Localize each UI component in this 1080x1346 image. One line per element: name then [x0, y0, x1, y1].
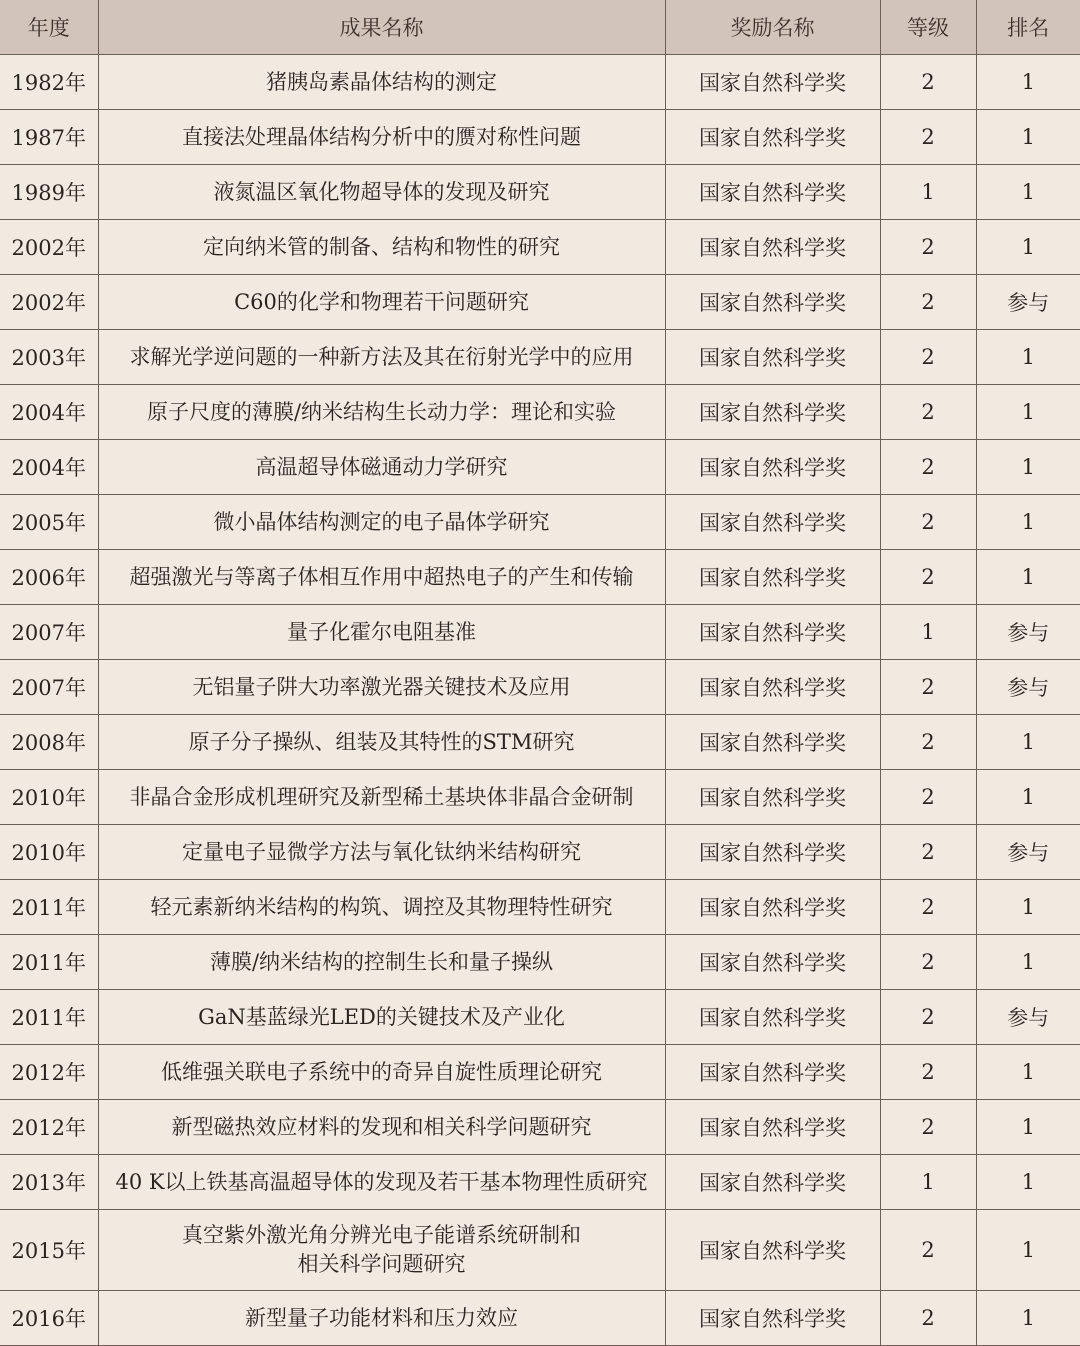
cell-award-name: 国家自然科学奖: [665, 770, 880, 825]
table-row: [0, 1100, 1080, 1155]
cell-level: 2: [880, 990, 976, 1045]
cell-year: 1982年: [0, 55, 98, 110]
cell-rank: 1: [976, 330, 1080, 385]
cell-award-name: 国家自然科学奖: [665, 495, 880, 550]
cell-level: 2: [880, 1100, 976, 1155]
achievement-name-line: 原子尺度的薄膜/纳米结构生长动力学：理论和实验: [146, 399, 617, 424]
cell-level: 2: [880, 770, 976, 825]
cell-level: 2: [880, 880, 976, 935]
cell-award-name: 国家自然科学奖: [665, 220, 880, 275]
cell-award-name: 国家自然科学奖: [665, 330, 880, 385]
table-row: [0, 550, 1080, 605]
cell-award-name: 国家自然科学奖: [665, 715, 880, 770]
cell-level: 1: [880, 605, 976, 660]
achievement-name-line: 非晶合金形成机理研究及新型稀土基块体非晶合金研制: [129, 784, 634, 809]
cell-rank: 1: [976, 220, 1080, 275]
cell-year: 2011年: [0, 990, 98, 1045]
cell-rank: 1: [976, 385, 1080, 440]
achievement-name-line: 新型磁热效应材料的发现和相关科学问题研究: [171, 1114, 592, 1139]
cell-level: 2: [880, 550, 976, 605]
table-row: [0, 935, 1080, 990]
cell-rank: 1: [976, 110, 1080, 165]
cell-year: 2013年: [0, 1155, 98, 1210]
cell-award-name: 国家自然科学奖: [665, 1155, 880, 1210]
table-row: [0, 1291, 1080, 1346]
cell-award-name: 国家自然科学奖: [665, 1100, 880, 1155]
table-row: [0, 605, 1080, 660]
cell-award-name: 国家自然科学奖: [665, 990, 880, 1045]
header-achievement-name: 成果名称: [98, 0, 665, 55]
header-award-name: 奖励名称: [665, 0, 880, 55]
table-row: [0, 770, 1080, 825]
table-header: [0, 0, 1080, 55]
cell-rank: 1: [976, 1210, 1080, 1291]
cell-year: 2006年: [0, 550, 98, 605]
cell-achievement-name: [98, 330, 665, 385]
cell-year: 2004年: [0, 440, 98, 495]
cell-level: 2: [880, 715, 976, 770]
cell-level: 2: [880, 495, 976, 550]
cell-level: 2: [880, 1210, 976, 1291]
table-row: [0, 440, 1080, 495]
cell-level: 2: [880, 330, 976, 385]
cell-level: 2: [880, 440, 976, 495]
cell-year: 2008年: [0, 715, 98, 770]
cell-achievement-name: [98, 1045, 665, 1100]
cell-level: 2: [880, 385, 976, 440]
cell-award-name: 国家自然科学奖: [665, 55, 880, 110]
achievement-name-line: 求解光学逆问题的一种新方法及其在衍射光学中的应用: [129, 344, 634, 369]
table-row: [0, 1155, 1080, 1210]
cell-award-name: 国家自然科学奖: [665, 165, 880, 220]
cell-year: 2003年: [0, 330, 98, 385]
cell-level: 2: [880, 220, 976, 275]
table-row: [0, 110, 1080, 165]
cell-rank: 1: [976, 495, 1080, 550]
cell-year: 2002年: [0, 275, 98, 330]
cell-rank: 1: [976, 550, 1080, 605]
achievement-name-line: 相关科学问题研究: [297, 1252, 466, 1276]
cell-award-name: 国家自然科学奖: [665, 110, 880, 165]
cell-level: 2: [880, 825, 976, 880]
table-row: [0, 55, 1080, 110]
cell-achievement-name: [98, 1210, 665, 1291]
cell-year: 2007年: [0, 660, 98, 715]
table-row: [0, 330, 1080, 385]
cell-year: 2011年: [0, 935, 98, 990]
cell-rank: 1: [976, 1155, 1080, 1210]
achievement-name-line: 原子分子操纵、组装及其特性的STM研究: [188, 729, 575, 754]
achievement-name-line: 新型量子功能材料和压力效应: [245, 1305, 518, 1330]
cell-year: 1989年: [0, 165, 98, 220]
achievement-name-line: 40 K以上铁基高温超导体的发现及若干基本物理性质研究: [115, 1169, 648, 1194]
table-row: [0, 385, 1080, 440]
cell-rank: 1: [976, 935, 1080, 990]
cell-achievement-name: [98, 495, 665, 550]
cell-award-name: 国家自然科学奖: [665, 1210, 880, 1291]
header-rank: 排名: [976, 0, 1080, 55]
cell-rank: 1: [976, 165, 1080, 220]
table-row: [0, 880, 1080, 935]
cell-level: 2: [880, 1045, 976, 1100]
table-row: [0, 220, 1080, 275]
cell-award-name: 国家自然科学奖: [665, 935, 880, 990]
cell-rank: 参与: [976, 825, 1080, 880]
cell-rank: 1: [976, 770, 1080, 825]
cell-achievement-name: [98, 550, 665, 605]
achievement-name-line: 微小晶体结构测定的电子晶体学研究: [213, 509, 550, 534]
achievement-name-line: 低维强关联电子系统中的奇异自旋性质理论研究: [161, 1059, 602, 1084]
achievement-name-line: 真空紫外激光角分辨光电子能谱系统研制和: [182, 1223, 581, 1247]
cell-achievement-name: [98, 935, 665, 990]
achievement-name-line: 直接法处理晶体结构分析中的赝对称性问题: [182, 124, 581, 149]
achievement-name-line: 轻元素新纳米结构的构筑、调控及其物理特性研究: [150, 894, 613, 919]
cell-year: 2005年: [0, 495, 98, 550]
cell-year: 2007年: [0, 605, 98, 660]
header-year: 年度: [0, 0, 98, 55]
table-body: [0, 55, 1080, 1346]
achievement-name-line: 无铝量子阱大功率激光器关键技术及应用: [192, 674, 571, 699]
cell-rank: 参与: [976, 275, 1080, 330]
cell-award-name: 国家自然科学奖: [665, 605, 880, 660]
cell-achievement-name: [98, 110, 665, 165]
achievement-name-line: 超强激光与等离子体相互作用中超热电子的产生和传输: [129, 564, 634, 589]
cell-award-name: 国家自然科学奖: [665, 550, 880, 605]
cell-year: 2016年: [0, 1291, 98, 1346]
cell-level: 1: [880, 1155, 976, 1210]
cell-achievement-name: [98, 825, 665, 880]
achievement-name-line: GaN基蓝绿光LED的关键技术及产业化: [198, 1004, 565, 1029]
cell-year: 2010年: [0, 825, 98, 880]
table-row: [0, 1045, 1080, 1100]
table-row: [0, 165, 1080, 220]
cell-award-name: 国家自然科学奖: [665, 1291, 880, 1346]
cell-rank: 参与: [976, 990, 1080, 1045]
table-row: [0, 990, 1080, 1045]
cell-award-name: 国家自然科学奖: [665, 1045, 880, 1100]
table-row: [0, 275, 1080, 330]
cell-year: 2015年: [0, 1210, 98, 1291]
cell-achievement-name: [98, 55, 665, 110]
cell-level: 2: [880, 55, 976, 110]
cell-achievement-name: [98, 770, 665, 825]
achievement-name-line: C60的化学和物理若干问题研究: [234, 289, 529, 314]
cell-rank: 1: [976, 715, 1080, 770]
cell-achievement-name: [98, 1100, 665, 1155]
achievement-name-line: 液氮温区氧化物超导体的发现及研究: [213, 179, 550, 204]
table-row: [0, 660, 1080, 715]
cell-year: 2010年: [0, 770, 98, 825]
cell-year: 2004年: [0, 385, 98, 440]
achievement-name-line: 猪胰岛素晶体结构的测定: [266, 69, 497, 94]
achievement-name-line: 量子化霍尔电阻基准: [287, 619, 476, 644]
cell-achievement-name: [98, 1155, 665, 1210]
cell-achievement-name: [98, 275, 665, 330]
cell-rank: 1: [976, 440, 1080, 495]
cell-award-name: 国家自然科学奖: [665, 385, 880, 440]
achievement-name-line: 薄膜/纳米结构的控制生长和量子操纵: [209, 949, 554, 974]
table-row: [0, 825, 1080, 880]
cell-rank: 1: [976, 1100, 1080, 1155]
achievement-name-line: 高温超导体磁通动力学研究: [255, 454, 508, 479]
table-row: [0, 1210, 1080, 1291]
cell-achievement-name: [98, 990, 665, 1045]
cell-achievement-name: [98, 165, 665, 220]
table-row: [0, 715, 1080, 770]
cell-year: 2002年: [0, 220, 98, 275]
cell-achievement-name: [98, 1291, 665, 1346]
cell-level: 2: [880, 935, 976, 990]
cell-level: 2: [880, 275, 976, 330]
cell-achievement-name: [98, 660, 665, 715]
cell-level: 2: [880, 1291, 976, 1346]
cell-achievement-name: [98, 220, 665, 275]
cell-year: 2011年: [0, 880, 98, 935]
cell-achievement-name: [98, 440, 665, 495]
cell-award-name: 国家自然科学奖: [665, 660, 880, 715]
cell-level: 1: [880, 165, 976, 220]
cell-award-name: 国家自然科学奖: [665, 275, 880, 330]
cell-achievement-name: [98, 605, 665, 660]
cell-rank: 1: [976, 1291, 1080, 1346]
cell-rank: 参与: [976, 660, 1080, 715]
cell-level: 2: [880, 110, 976, 165]
cell-achievement-name: [98, 715, 665, 770]
cell-year: 1987年: [0, 110, 98, 165]
cell-achievement-name: [98, 385, 665, 440]
table-row: [0, 495, 1080, 550]
cell-year: 2012年: [0, 1100, 98, 1155]
cell-rank: 1: [976, 55, 1080, 110]
cell-rank: 参与: [976, 605, 1080, 660]
cell-award-name: 国家自然科学奖: [665, 825, 880, 880]
cell-award-name: 国家自然科学奖: [665, 880, 880, 935]
header-level: 等级: [880, 0, 976, 55]
header-row: [0, 0, 1080, 55]
cell-achievement-name: [98, 880, 665, 935]
cell-award-name: 国家自然科学奖: [665, 440, 880, 495]
cell-year: 2012年: [0, 1045, 98, 1100]
cell-level: 2: [880, 660, 976, 715]
achievement-name-line: 定向纳米管的制备、结构和物性的研究: [203, 234, 560, 259]
achievement-name-line: 定量电子显微学方法与氧化钛纳米结构研究: [182, 839, 581, 864]
cell-rank: 1: [976, 1045, 1080, 1100]
cell-rank: 1: [976, 880, 1080, 935]
